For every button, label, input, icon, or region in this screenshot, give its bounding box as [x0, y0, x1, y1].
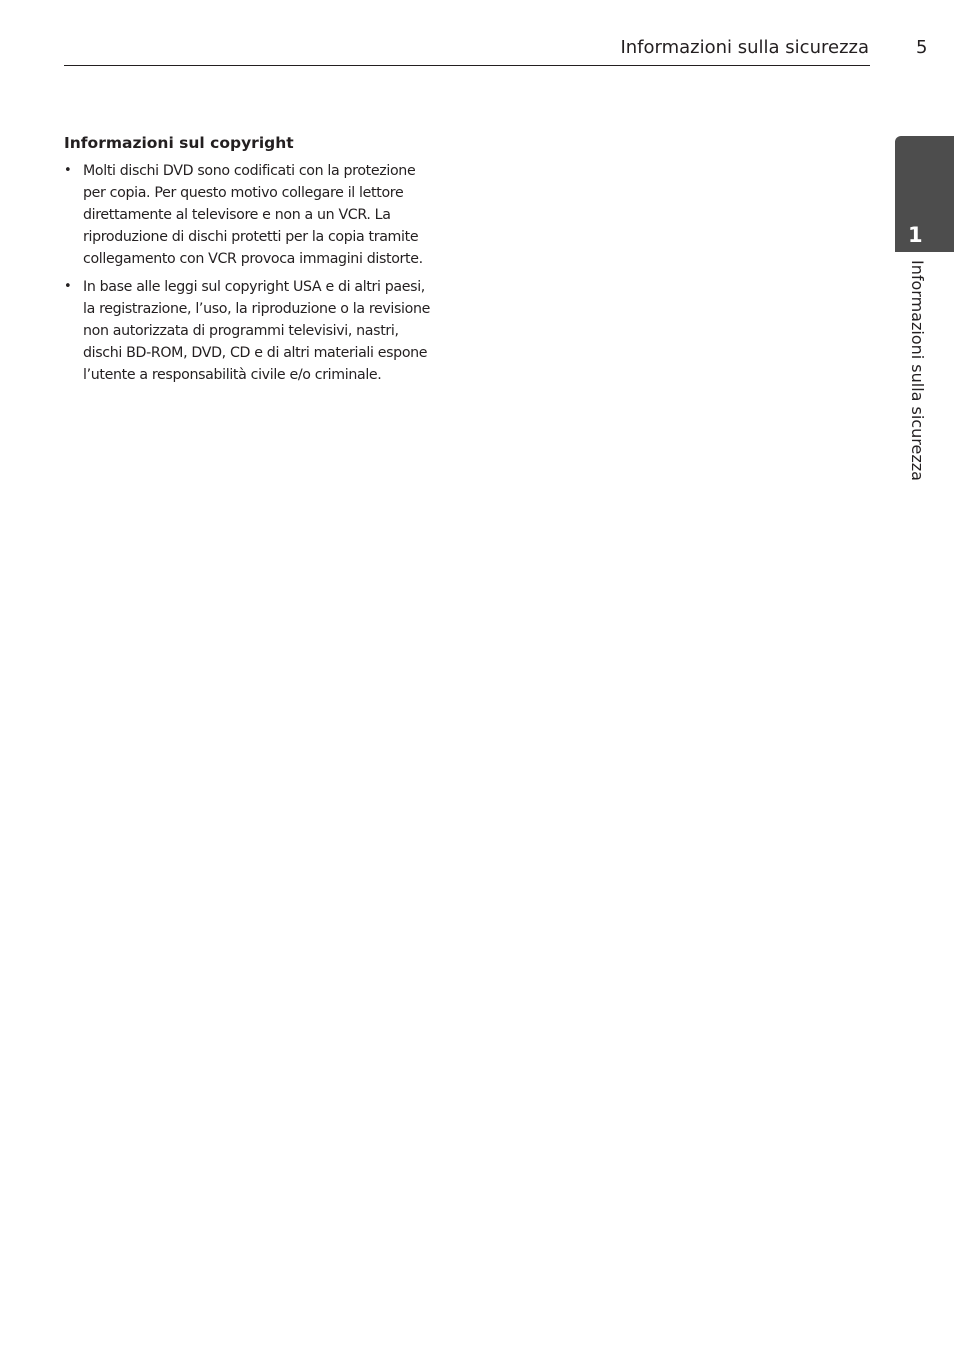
bullet-text-line: non autorizzata di programmi televisivi, nastri,: [83, 323, 399, 339]
page-number: 5: [916, 37, 928, 58]
page-header-title: Informazioni sulla sicurezza: [620, 37, 869, 58]
bullet-text-line: per copia. Per questo motivo collegare il lettore: [83, 185, 404, 201]
chapter-number: 1: [908, 223, 923, 247]
bullet-text-line: Molti dischi DVD sono codificati con la protezione: [83, 163, 416, 179]
copyright-bullet-list: [64, 160, 464, 386]
bullet-item: [64, 276, 464, 386]
chapter-side-label: Informazioni sulla sicurezza: [908, 260, 927, 481]
bullet-text-line: riproduzione di dischi protetti per la copia tramite: [83, 229, 419, 245]
header-divider: [64, 65, 870, 66]
section-heading: Informazioni sul copyright: [64, 134, 294, 152]
bullet-text-line: In base alle leggi sul copyright USA e di altri paesi,: [83, 279, 425, 295]
bullet-item: [64, 160, 464, 270]
bullet-text-line: dischi BD-ROM, DVD, CD e di altri materiali espone: [83, 345, 428, 361]
copyright-section: [64, 132, 464, 392]
bullet-icon: •: [64, 279, 72, 294]
bullet-text-line: collegamento con VCR provoca immagini distorte.: [83, 251, 423, 267]
bullet-text-line: direttamente al televisore e non a un VCR. La: [83, 207, 391, 223]
bullet-text-line: la registrazione, l’uso, la riproduzione o la revisione: [83, 301, 430, 317]
chapter-tab: [895, 136, 954, 252]
bullet-icon: •: [64, 163, 72, 178]
bullet-text-line: l’utente a responsabilità civile e/o criminale.: [83, 367, 382, 383]
